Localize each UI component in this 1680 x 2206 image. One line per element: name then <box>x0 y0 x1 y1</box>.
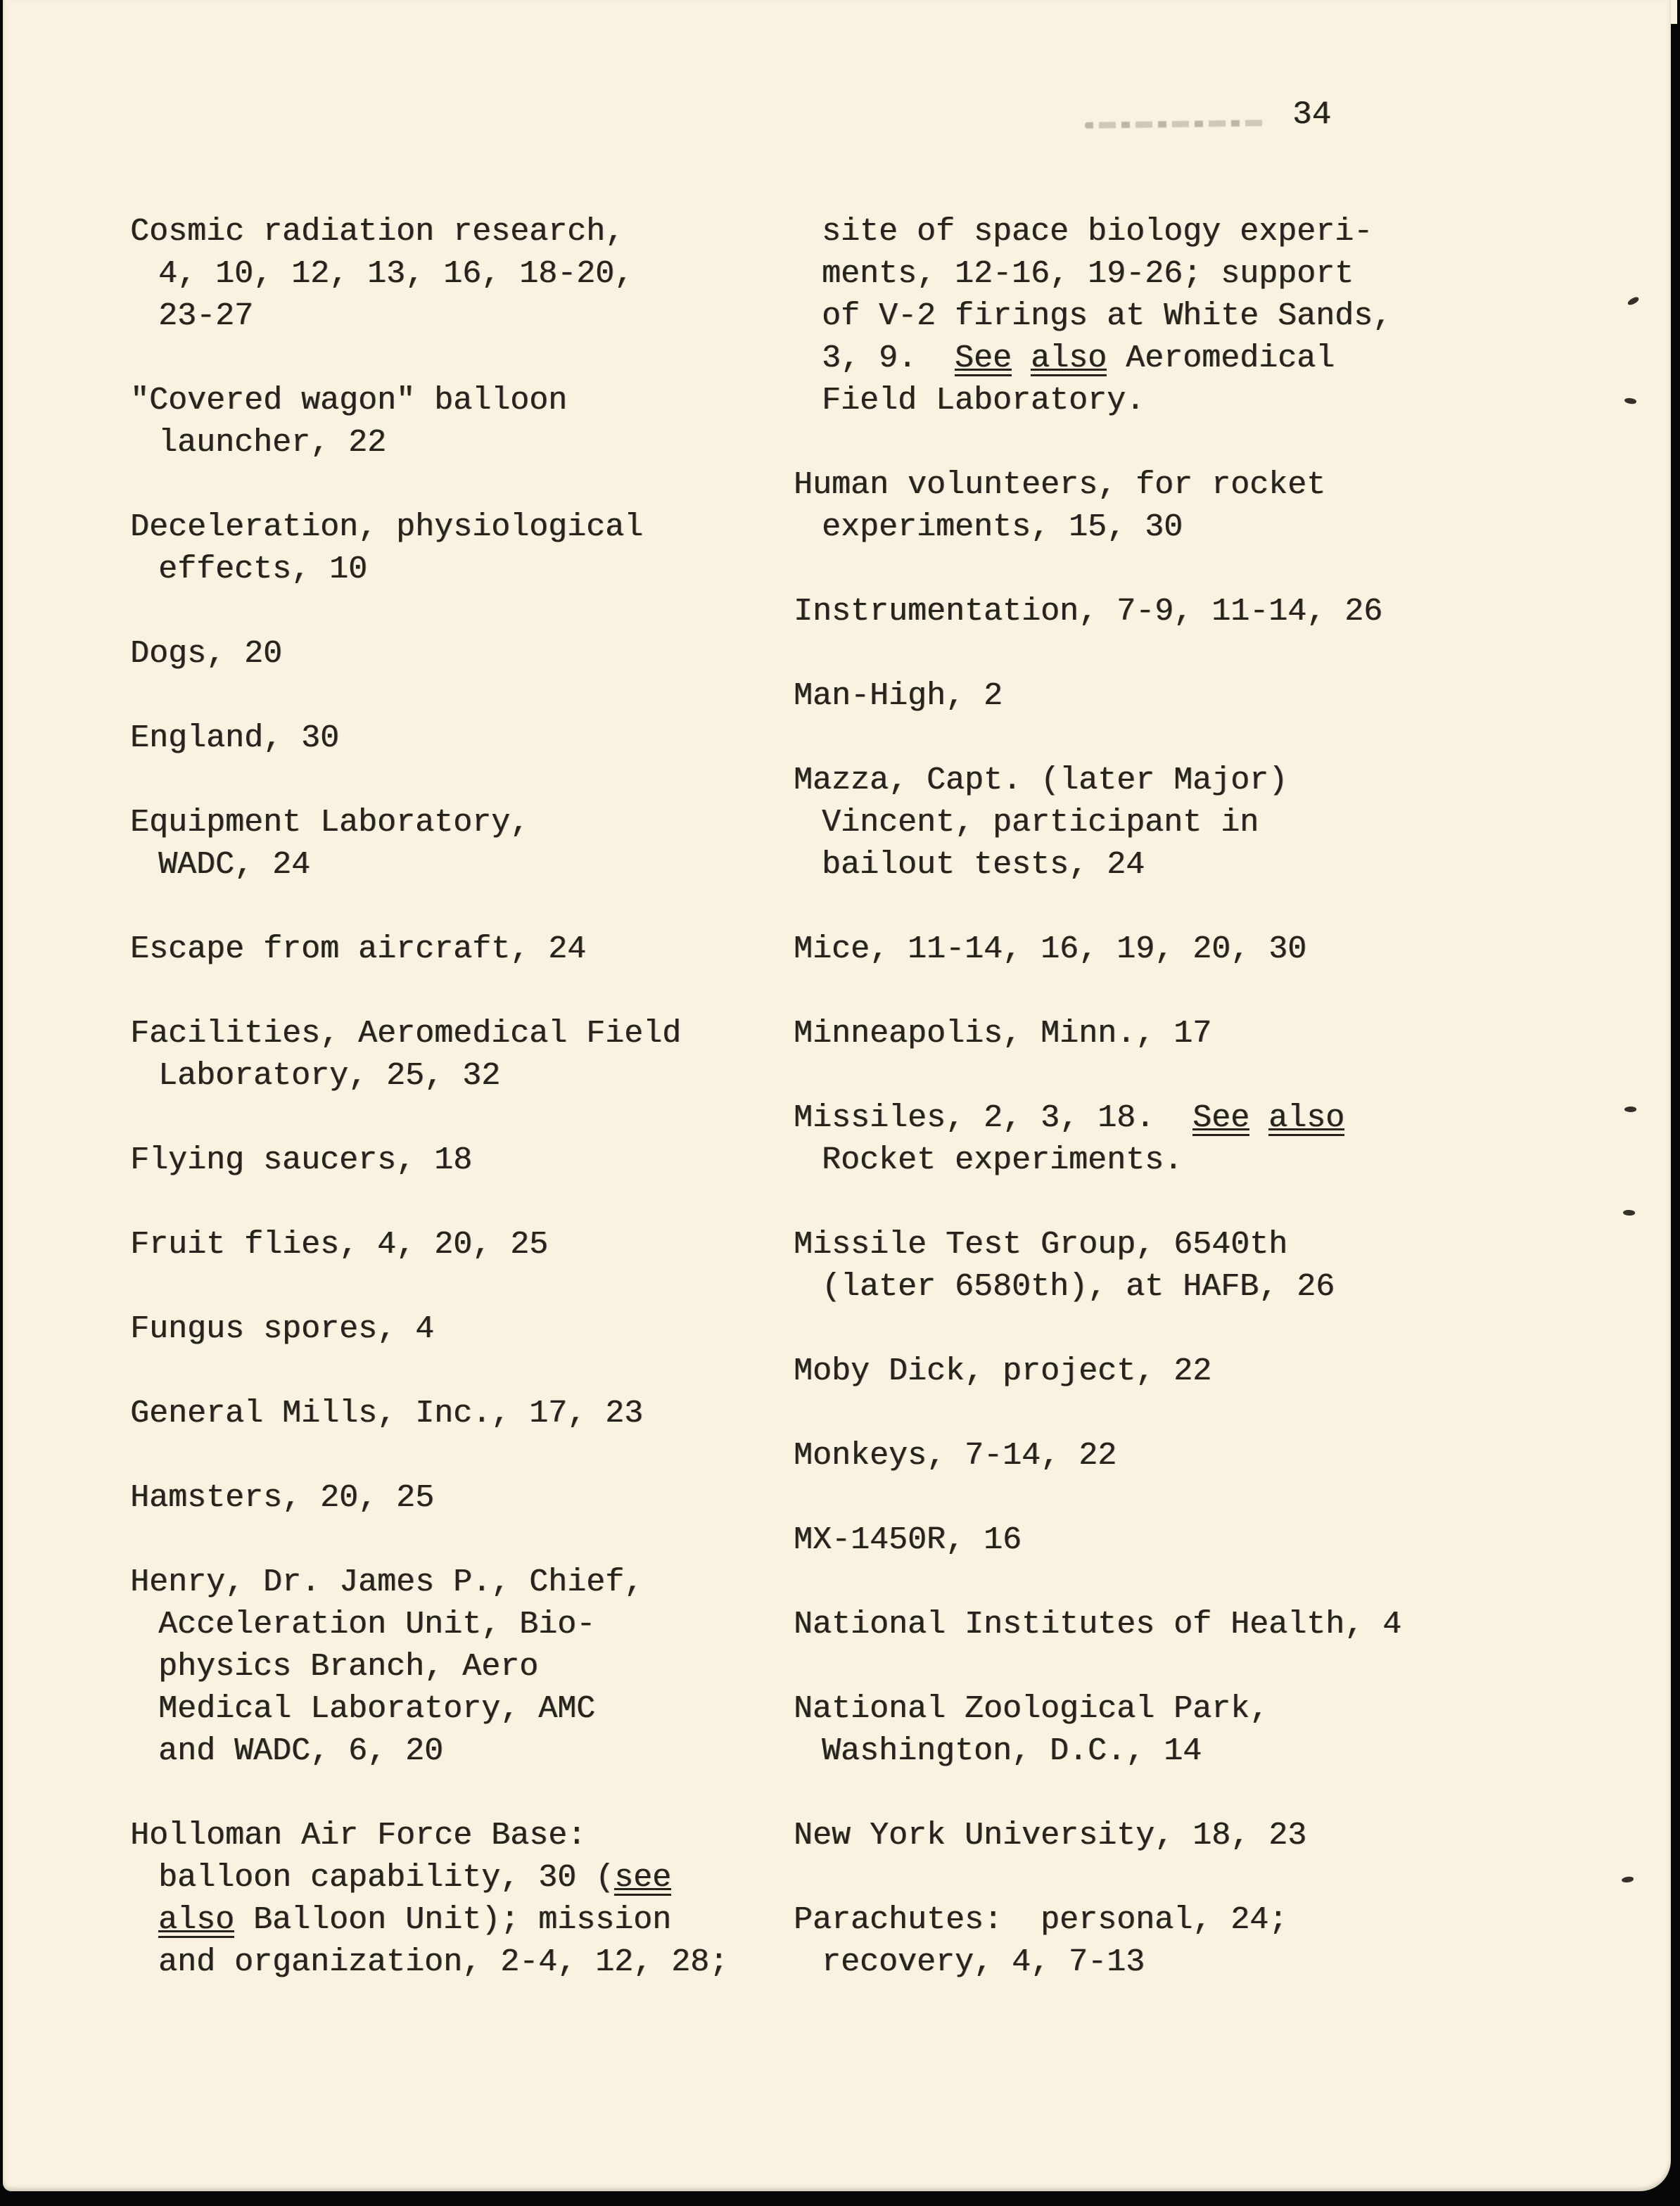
index-text: Parachutes: personal, 24; <box>794 1902 1288 1938</box>
index-entry-continuation-line <box>158 1055 728 1097</box>
index-entry-continuation-line <box>822 844 1401 886</box>
index-entry <box>130 1477 728 1519</box>
index-entry-line <box>794 1604 1401 1646</box>
index-entry <box>794 1224 1401 1308</box>
index-entry-line <box>130 1140 728 1182</box>
index-entry-line <box>130 1477 728 1519</box>
index-entry-continuation-line <box>822 1730 1401 1773</box>
index-text: Missiles, 2, 3, 18. <box>794 1100 1193 1136</box>
index-text: Missile Test Group, 6540th <box>794 1227 1288 1263</box>
ink-speck <box>1622 1876 1634 1882</box>
index-entry-line <box>794 1097 1401 1140</box>
index-entry <box>130 718 728 760</box>
index-text: physics Branch, Aero <box>158 1649 539 1685</box>
index-entry <box>130 633 728 675</box>
index-entry <box>794 929 1401 971</box>
index-text: England, 30 <box>130 720 340 756</box>
index-column-right <box>794 211 1401 2026</box>
index-text: Monkeys, 7-14, 22 <box>794 1438 1117 1474</box>
index-entry-line <box>130 1393 728 1435</box>
index-entry-line <box>130 1562 728 1604</box>
index-text: Deceleration, physiological <box>130 509 644 545</box>
cross-reference-text: also <box>158 1902 235 1938</box>
cross-reference-text: also <box>1268 1100 1345 1136</box>
index-entry-line <box>130 1308 728 1351</box>
index-text: Moby Dick, project, 22 <box>794 1353 1212 1389</box>
index-text: bailout tests, 24 <box>822 847 1145 883</box>
index-entry-continuation-line <box>158 1646 728 1688</box>
index-text: of V-2 firings at White Sands, <box>822 298 1392 334</box>
index-entry-continuation-line <box>158 1857 728 1899</box>
index-entry-line <box>794 1435 1401 1477</box>
index-entry-continuation-line <box>822 1140 1401 1182</box>
index-text: Man-High, 2 <box>794 678 1003 714</box>
index-text: Facilities, Aeromedical Field <box>130 1016 682 1052</box>
cross-reference-text: See <box>955 340 1012 376</box>
index-text: Field Laboratory. <box>822 383 1145 419</box>
index-text: National Zoological Park, <box>794 1691 1269 1727</box>
index-entry-continuation-line <box>158 422 728 464</box>
index-text: Laboratory, 25, 32 <box>158 1058 501 1094</box>
index-entry <box>794 1519 1401 1562</box>
index-entry <box>794 1815 1401 1857</box>
index-entry-continuation-line <box>158 253 728 295</box>
index-text: 3, 9. <box>822 340 955 376</box>
index-entry <box>130 1140 728 1182</box>
index-entry-line <box>794 1815 1401 1857</box>
index-entry-line <box>794 1899 1401 1942</box>
index-entry-continuation-line <box>822 506 1401 549</box>
index-text: Medical Laboratory, AMC <box>158 1691 596 1727</box>
index-text: Cosmic radiation research, <box>130 214 625 250</box>
index-text: Washington, D.C., 14 <box>822 1733 1202 1769</box>
index-entry-continuation-line <box>822 1942 1401 1984</box>
index-text: Aeromedical <box>1107 340 1335 376</box>
index-entry-continuation-line <box>822 380 1401 422</box>
index-entry <box>794 675 1401 718</box>
ink-speck <box>1624 397 1636 404</box>
index-text: Escape from aircraft, 24 <box>130 931 587 967</box>
ink-speck <box>1627 296 1640 306</box>
ink-speck <box>1624 1106 1637 1112</box>
index-text: ments, 12-16, 19-26; support <box>822 256 1354 292</box>
index-entry <box>794 1688 1401 1773</box>
index-entry <box>794 1097 1401 1182</box>
index-entry <box>130 1013 728 1097</box>
index-entry <box>794 591 1401 633</box>
index-text: MX-1450R, 16 <box>794 1522 1022 1558</box>
index-entry-continuation-line <box>158 295 728 338</box>
index-text: effects, 10 <box>158 552 368 587</box>
index-entry-continuation-line <box>822 211 1401 253</box>
index-entry-continuation-line <box>822 1266 1401 1308</box>
index-text: Hamsters, 20, 25 <box>130 1480 435 1516</box>
index-entry-line <box>794 1688 1401 1730</box>
cross-reference-text: also <box>1031 340 1107 376</box>
index-text: Acceleration Unit, Bio- <box>158 1607 596 1643</box>
index-entry <box>794 1899 1401 1984</box>
index-entry-continuation-line <box>158 1942 728 1984</box>
index-entry-line <box>794 464 1401 506</box>
index-text: Human volunteers, for rocket <box>794 467 1326 503</box>
index-entry <box>794 1351 1401 1393</box>
index-text: 4, 10, 12, 13, 16, 18-20, <box>158 256 634 292</box>
ink-speck <box>1623 1209 1636 1216</box>
index-text: Flying saucers, 18 <box>130 1142 473 1178</box>
index-entry <box>130 506 728 591</box>
index-text: 23-27 <box>158 298 254 334</box>
cross-reference-text: see <box>614 1860 672 1896</box>
index-entry-continuation-line <box>158 549 728 591</box>
index-entry-continuation-line <box>158 1730 728 1773</box>
index-entry-line <box>130 211 728 253</box>
index-entry-line <box>130 1815 728 1857</box>
index-entry-continuation-line <box>822 802 1401 844</box>
index-entry-line <box>130 1013 728 1055</box>
index-entry-line <box>794 591 1401 633</box>
index-text: site of space biology experi- <box>822 214 1373 250</box>
index-text <box>1012 340 1031 376</box>
index-text: Henry, Dr. James P., Chief, <box>130 1564 644 1600</box>
index-entry <box>130 1224 728 1266</box>
index-entry <box>130 802 728 886</box>
index-entry-continuation-line <box>822 338 1401 380</box>
index-entry <box>130 1393 728 1435</box>
index-entry-line <box>130 1224 728 1266</box>
index-text: WADC, 24 <box>158 847 311 883</box>
index-column-left <box>130 211 728 2026</box>
index-entry-continuation-line <box>822 295 1401 338</box>
index-entry <box>794 1435 1401 1477</box>
paper-edge-notch <box>1671 0 1677 24</box>
index-entry-continuation-line <box>158 1899 728 1942</box>
index-text: Vincent, participant in <box>822 805 1259 841</box>
index-text <box>1249 1100 1268 1136</box>
index-text: balloon capability, 30 ( <box>158 1860 615 1896</box>
index-text: National Institutes of Health, 4 <box>794 1607 1402 1643</box>
index-entry <box>794 211 1401 422</box>
index-entry <box>794 464 1401 549</box>
index-entry-line <box>794 1224 1401 1266</box>
index-text: Fruit flies, 4, 20, 25 <box>130 1227 549 1263</box>
index-text: Balloon Unit); mission <box>234 1902 672 1938</box>
page <box>3 0 1671 2191</box>
index-text: launcher, 22 <box>158 425 387 461</box>
index-entry <box>794 1604 1401 1646</box>
index-entry-line <box>130 929 728 971</box>
index-entry-line <box>130 380 728 422</box>
pencil-smudge <box>1085 120 1266 129</box>
index-text: and WADC, 6, 20 <box>158 1733 444 1769</box>
index-entry-line <box>794 760 1401 802</box>
index-text: Mazza, Capt. (later Major) <box>794 763 1288 798</box>
index-entry-line <box>794 1519 1401 1562</box>
index-entry <box>130 1308 728 1351</box>
index-entry-line <box>130 802 728 844</box>
index-entry-continuation-line <box>158 844 728 886</box>
page-number: 34 <box>1292 96 1332 133</box>
index-entry <box>130 929 728 971</box>
index-text: Equipment Laboratory, <box>130 805 530 841</box>
index-entry <box>794 1013 1401 1055</box>
index-entry-line <box>794 929 1401 971</box>
index-entry-continuation-line <box>822 253 1401 295</box>
index-text: Instrumentation, 7-9, 11-14, 26 <box>794 594 1383 630</box>
index-entry-continuation-line <box>158 1688 728 1730</box>
index-text: Holloman Air Force Base: <box>130 1818 587 1854</box>
index-text: General Mills, Inc., 17, 23 <box>130 1396 644 1432</box>
index-text: New York University, 18, 23 <box>794 1818 1307 1854</box>
index-text: Fungus spores, 4 <box>130 1311 435 1347</box>
index-text: Minneapolis, Minn., 17 <box>794 1016 1212 1052</box>
index-entry-line <box>130 718 728 760</box>
cross-reference-text: See <box>1192 1100 1250 1136</box>
index-text: "Covered wagon" balloon <box>130 383 568 419</box>
index-entry <box>794 760 1401 886</box>
index-text: and organization, 2-4, 12, 28; <box>158 1944 729 1980</box>
index-text: recovery, 4, 7-13 <box>822 1944 1145 1980</box>
index-entry-line <box>130 633 728 675</box>
index-text: Dogs, 20 <box>130 636 283 672</box>
index-entry <box>130 380 728 464</box>
index-text: (later 6580th), at HAFB, 26 <box>822 1269 1335 1305</box>
index-text: Mice, 11-14, 16, 19, 20, 30 <box>794 931 1307 967</box>
index-entry <box>130 1815 728 1984</box>
index-entry-line <box>794 1351 1401 1393</box>
index-entry-line <box>794 675 1401 718</box>
index-entry-line <box>130 506 728 549</box>
index-entry <box>130 1562 728 1773</box>
index-text: Rocket experiments. <box>822 1142 1183 1178</box>
index-entry-line <box>794 1013 1401 1055</box>
index-entry <box>130 211 728 338</box>
index-text: experiments, 15, 30 <box>822 509 1183 545</box>
index-entry-continuation-line <box>158 1604 728 1646</box>
